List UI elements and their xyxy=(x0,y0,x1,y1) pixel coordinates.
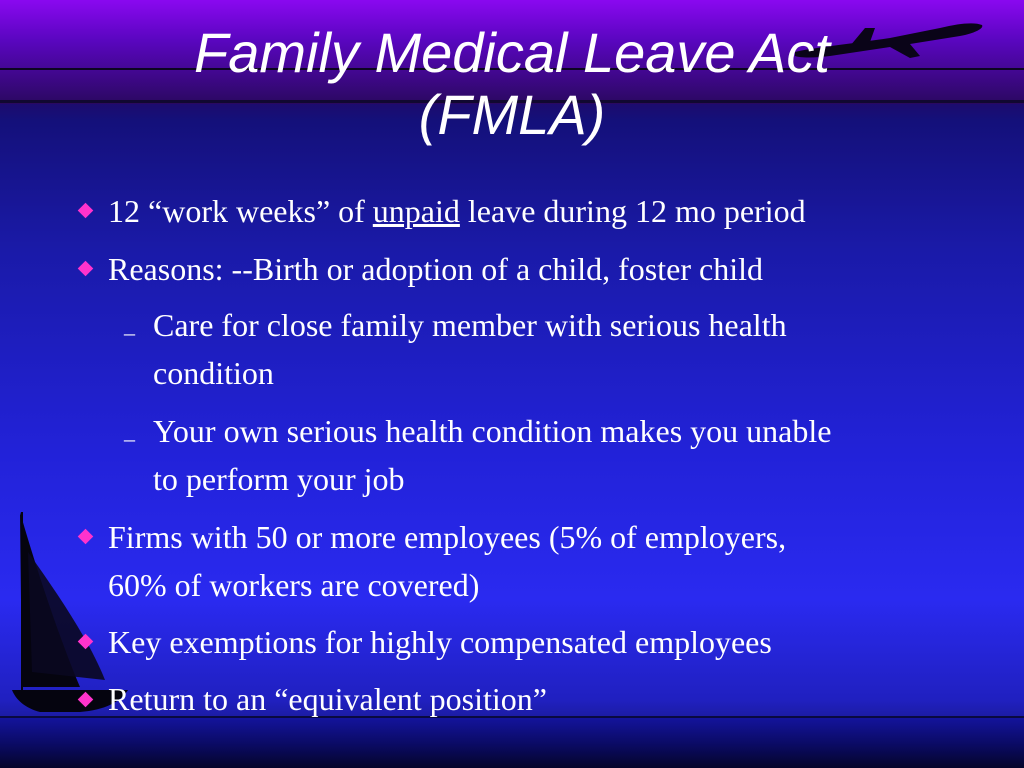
sub-bullet-line: condition xyxy=(153,355,274,391)
bullet-diamond-icon xyxy=(78,261,94,277)
title-line-1: Family Medical Leave Act xyxy=(194,21,830,84)
bullet-text-underlined: unpaid xyxy=(372,193,460,229)
sub-bullet-dash-icon: – xyxy=(124,320,135,345)
title-line-2: (FMLA) xyxy=(418,83,606,146)
bullet-text-pre: 12 “work weeks” of xyxy=(108,193,373,229)
bullet-item: Return to an “equivalent position” xyxy=(108,681,547,717)
sub-bullet-line: Care for close family member with serious health xyxy=(153,307,787,343)
bullet-item-line: Firms with 50 or more employees (5% of employers, xyxy=(108,519,787,555)
bullet-item: Reasons: --Birth or adoption of a child, foster child xyxy=(108,251,763,287)
sub-bullet-line: to perform your job xyxy=(153,461,405,497)
sub-bullet-line: Your own serious health condition makes you unable xyxy=(153,413,832,449)
bullet-item xyxy=(108,188,806,234)
bullet-item-line: 60% of workers are covered) xyxy=(108,567,480,603)
bullet-diamond-icon xyxy=(78,529,94,545)
bullet-diamond-icon xyxy=(78,634,94,650)
bullet-text-post: leave during 12 mo period xyxy=(459,193,806,229)
bullet-diamond-icon xyxy=(78,692,94,708)
sub-bullet-dash-icon: – xyxy=(124,426,135,451)
bullet-diamond-icon xyxy=(78,203,94,219)
bullet-item: Key exemptions for highly compensated employees xyxy=(108,624,772,660)
